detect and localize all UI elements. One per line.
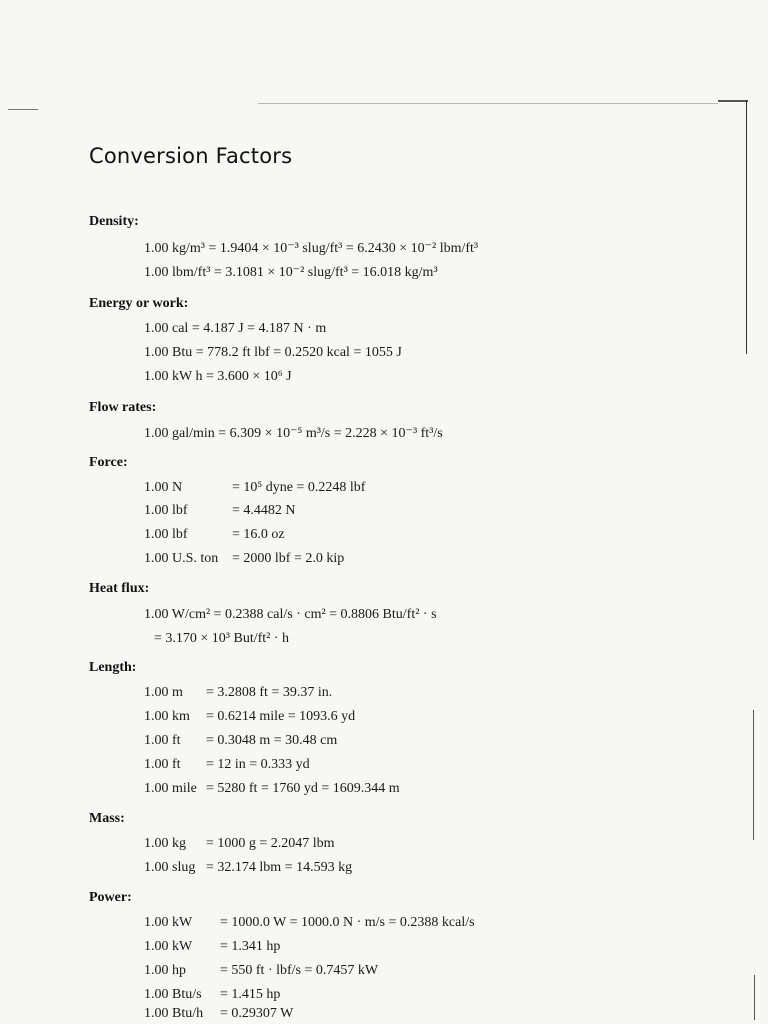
unit-cell: 1.00 slug [144, 860, 196, 875]
unit-cell: 1.00 N [144, 480, 183, 495]
conversion-line: 1.00 cal = 4.187 J = 4.187 N · m [144, 321, 327, 336]
value-cell: = 1.341 hp [220, 939, 281, 954]
value-cell: = 0.29307 W [220, 1006, 294, 1021]
conversion-line: = 3.170 × 10³ But/ft² · h [154, 631, 290, 646]
unit-cell: 1.00 ft [144, 733, 181, 748]
conversion-row [144, 503, 296, 519]
unit-cell: 1.00 kW [144, 915, 193, 930]
unit-cell: 1.00 mile [144, 781, 197, 796]
unit-cell: 1.00 Btu/h [144, 1006, 204, 1021]
conversion-line: 1.00 lbm/ft³ = 3.1081 × 10⁻² slug/ft³ = 16.018 kg/m³ [144, 265, 438, 280]
conversion-row [144, 551, 344, 567]
section-heading-heat-flux: Heat flux: [89, 581, 150, 596]
conversion-row [144, 963, 378, 979]
scan-artifact-edge [754, 975, 755, 1020]
scan-artifact-edge [718, 100, 748, 102]
scan-artifact-edge [746, 100, 747, 354]
unit-cell: 1.00 kg [144, 836, 186, 851]
scan-artifact-dash [8, 109, 38, 110]
unit-cell: 1.00 U.S. ton [144, 551, 219, 566]
value-cell: = 5280 ft = 1760 yd = 1609.344 m [206, 781, 400, 796]
section-heading-length: Length: [89, 660, 137, 675]
unit-cell: 1.00 kW [144, 939, 193, 954]
value-cell: = 10⁵ dyne = 0.2248 lbf [232, 480, 366, 495]
conversion-row [144, 685, 332, 701]
scan-artifact-edge [753, 710, 754, 840]
scan-artifact-line [258, 103, 718, 104]
unit-cell: 1.00 lbf [144, 503, 188, 518]
conversion-row [144, 709, 355, 725]
section-heading-energy: Energy or work: [89, 296, 189, 311]
value-cell: = 2000 lbf = 2.0 kip [232, 551, 345, 566]
unit-cell: 1.00 Btu/s [144, 987, 202, 1002]
unit-cell: 1.00 hp [144, 963, 186, 978]
conversion-row [144, 987, 280, 1003]
value-cell: = 1000 g = 2.2047 lbm [206, 836, 335, 851]
conversion-row [144, 860, 352, 876]
conversion-line: 1.00 W/cm² = 0.2388 cal/s · cm² = 0.8806 Btu/ft² · s [144, 607, 437, 622]
conversion-row [144, 915, 475, 931]
conversion-row [144, 480, 365, 496]
section-heading-flow-rates: Flow rates: [89, 400, 157, 415]
value-cell: = 550 ft · lbf/s = 0.7457 kW [220, 963, 379, 978]
value-cell: = 0.3048 m = 30.48 cm [206, 733, 338, 748]
conversion-row [144, 781, 400, 797]
value-cell: = 4.4482 N [232, 503, 296, 518]
section-heading-force: Force: [89, 455, 128, 470]
value-cell: = 12 in = 0.333 yd [206, 757, 310, 772]
conversion-line: 1.00 kW h = 3.600 × 10⁶ J [144, 369, 292, 384]
value-cell: = 3.2808 ft = 39.37 in. [206, 685, 333, 700]
value-cell: = 1.415 hp [220, 987, 281, 1002]
value-cell: = 16.0 oz [232, 527, 285, 542]
unit-cell: 1.00 m [144, 685, 183, 700]
conversion-row [144, 757, 310, 773]
section-heading-power: Power: [89, 890, 132, 905]
conversion-line: 1.00 gal/min = 6.309 × 10⁻⁵ m³/s = 2.228 × 10⁻³ ft³/s [144, 426, 443, 441]
conversion-row [144, 939, 280, 955]
conversion-row [144, 1006, 293, 1022]
section-heading-mass: Mass: [89, 811, 125, 826]
conversion-row [144, 836, 335, 852]
unit-cell: 1.00 lbf [144, 527, 188, 542]
value-cell: = 1000.0 W = 1000.0 N · m/s = 0.2388 kcal/s [220, 915, 475, 930]
conversion-line: 1.00 kg/m³ = 1.9404 × 10⁻³ slug/ft³ = 6.2430 × 10⁻² lbm/ft³ [144, 241, 479, 256]
conversion-line: 1.00 Btu = 778.2 ft lbf = 0.2520 kcal = 1055 J [144, 345, 402, 360]
value-cell: = 32.174 lbm = 14.593 kg [206, 860, 353, 875]
value-cell: = 0.6214 mile = 1093.6 yd [206, 709, 356, 724]
unit-cell: 1.00 km [144, 709, 190, 724]
unit-cell: 1.00 ft [144, 757, 181, 772]
conversion-row [144, 527, 285, 543]
conversion-row [144, 733, 337, 749]
page-title: Conversion Factors [89, 144, 293, 168]
section-heading-density: Density: [89, 214, 139, 229]
